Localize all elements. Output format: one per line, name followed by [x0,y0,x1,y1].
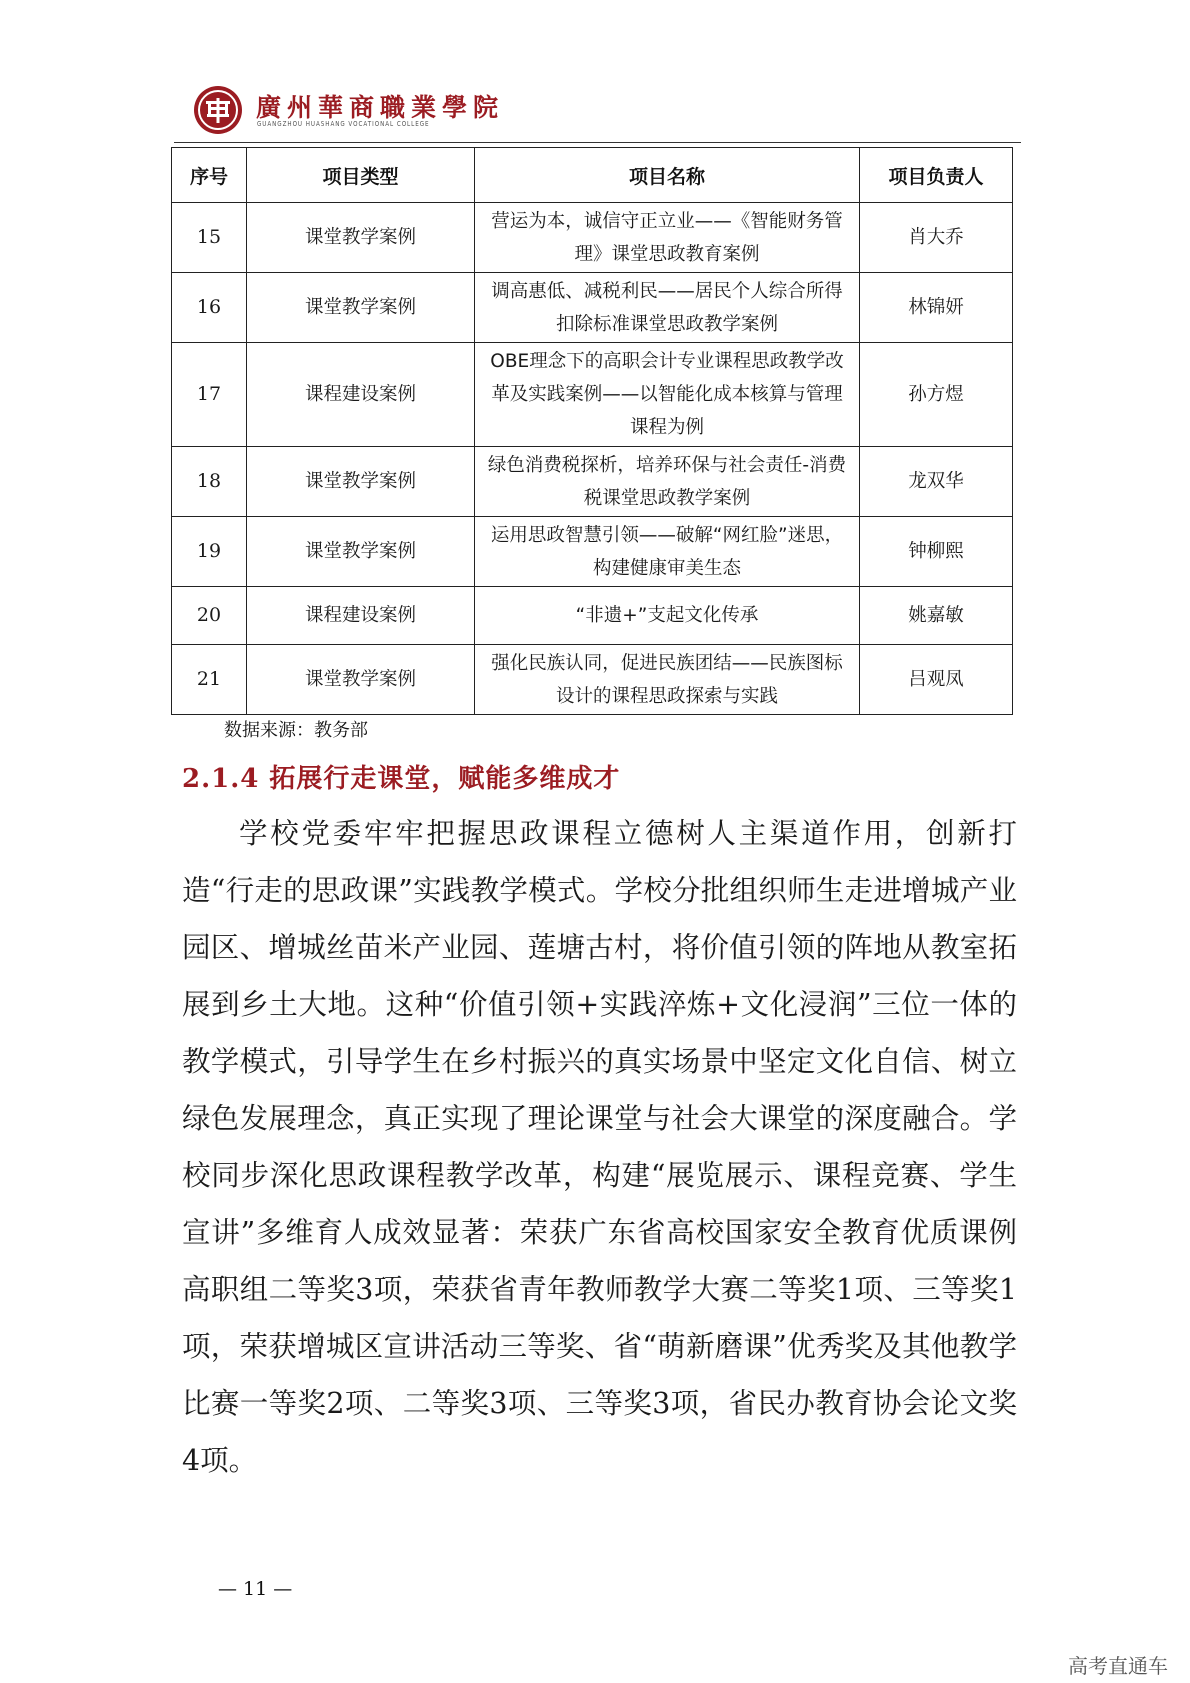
cell-leader: 姚嘉敏 [860,587,1013,645]
cell-type: 课程建设案例 [247,343,475,447]
cell-leader: 肖大乔 [860,203,1013,273]
cell-seq: 19 [172,517,247,587]
body-paragraph: 学校党委牢牢把握思政课程立德树人主渠道作用，创新打造“行走的思政课”实践教学模式。学校分批组织师生走进增城产业园区、增城丝苗米产业园、莲塘古村，将价值引领的阵地从教室拓展到乡土大地。这种“价值引领+实践淬炼+文化浸润”三位一体的教学模式，引导学生在乡村振兴的真实场景中坚定文化自信、树立绿色发展理念，真正实现了理论课堂与社会大课堂的深度融合。学校同步深化思政课程教学改革，构建“展览展示、课程竞赛、学生宣讲”多维育人成效显著：荣获广东省高校国家安全教育优质课例高职组二等奖3项，荣获省青年教师教学大赛二等奖1项、三等奖1项，荣获增城区宣讲活动三等奖、省“萌新磨课”优秀奖及其他教学比赛一等奖2项、二等奖3项、三等奖3项，省民办教育协会论文奖4项。 [182,817,1017,1477]
cell-seq: 18 [172,447,247,517]
table-row [172,587,1013,645]
section-heading: 2.1.4 拓展行走课堂，赋能多维成才 [182,764,621,794]
cell-seq: 15 [172,203,247,273]
cell-seq: 16 [172,273,247,343]
cell-leader: 钟柳熙 [860,517,1013,587]
header-divider [174,142,1021,143]
school-name-cn: 廣州華商職業學院 [256,93,505,122]
table-row [172,517,1013,587]
cell-name: OBE理念下的高职会计专业课程思政教学改革及实践案例——以智能化成本核算与管理课程为例 [475,343,860,447]
cell-name: 绿色消费税探析，培养环保与社会责任-消费税课堂思政教学案例 [475,447,860,517]
cell-type: 课堂教学案例 [247,203,475,273]
table-row [172,343,1013,447]
column-header-type: 项目类型 [247,148,475,203]
cell-name: “非遗+”支起文化传承 [475,587,860,645]
table-header-row [172,148,1013,203]
cell-type: 课程建设案例 [247,587,475,645]
college-emblem-icon [192,84,244,136]
project-table [171,147,1013,715]
cell-leader: 龙双华 [860,447,1013,517]
cell-type: 课堂教学案例 [247,447,475,517]
watermark-text: 高考直通车 [1068,1654,1168,1678]
cell-name: 调高惠低、减税利民——居民个人综合所得扣除标准课堂思政教学案例 [475,273,860,343]
cell-type: 课堂教学案例 [247,645,475,715]
table-row [172,273,1013,343]
cell-type: 课堂教学案例 [247,273,475,343]
page-header [192,80,1022,144]
table-row [172,203,1013,273]
cell-name: 运用思政智慧引领——破解“网红脸”迷思，构建健康审美生态 [475,517,860,587]
cell-seq: 21 [172,645,247,715]
cell-leader: 林锦妍 [860,273,1013,343]
cell-seq: 20 [172,587,247,645]
table-row [172,447,1013,517]
cell-leader: 吕观凤 [860,645,1013,715]
cell-name: 强化民族认同，促进民族团结——民族图标设计的课程思政探索与实践 [475,645,860,715]
cell-seq: 17 [172,343,247,447]
column-header-seq: 序号 [172,148,247,203]
table-row [172,645,1013,715]
cell-name: 营运为本，诚信守正立业——《智能财务管理》课堂思政教育案例 [475,203,860,273]
column-header-name: 项目名称 [475,148,860,203]
data-source-note: 数据来源：教务部 [224,720,368,741]
school-name-en: GUANGZHOU HUASHANG VOCATIONAL COLLEGE [257,120,430,128]
cell-type: 课堂教学案例 [247,517,475,587]
page-number: — 11 — [218,1578,293,1600]
cell-leader: 孙方煜 [860,343,1013,447]
column-header-leader: 项目负责人 [860,148,1013,203]
